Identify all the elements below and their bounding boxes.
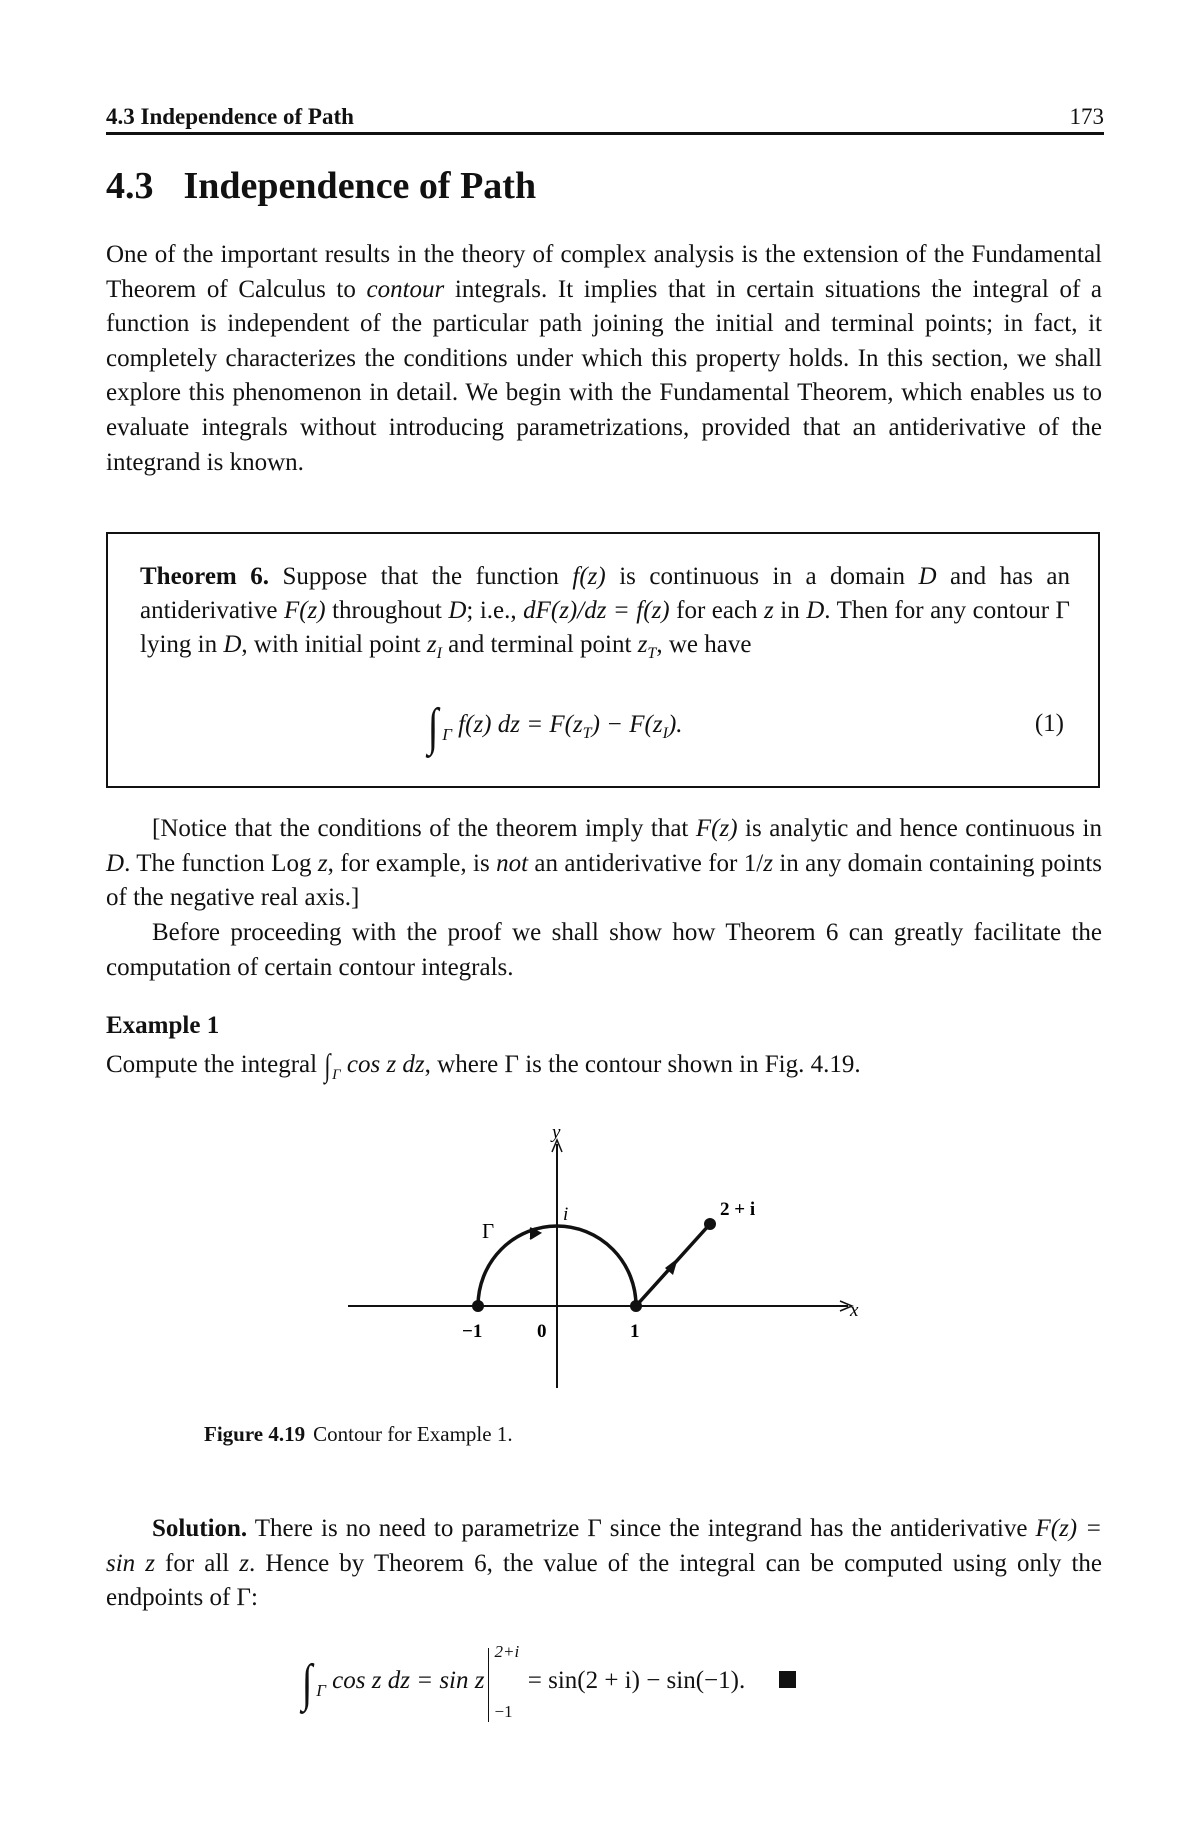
section-title-text: Independence of Path [183, 165, 537, 207]
theorem-text: . Then for any contour Γ lying in [140, 597, 1070, 658]
y-axis-label: y [552, 1122, 561, 1143]
theorem-text: for each [669, 597, 765, 624]
math-zT: z [637, 631, 648, 658]
math-z: z [763, 849, 773, 877]
equation-sub-T: T [582, 725, 592, 742]
point-2-plus-i [704, 1218, 716, 1230]
integral-subscript: Γ [332, 1067, 341, 1083]
math-z: z [239, 1549, 250, 1577]
math-z: z [317, 849, 328, 877]
math-fz: f(z) [572, 563, 606, 590]
math-Fz: F(z) [283, 597, 326, 624]
intro-text-2: integrals. It implies that in certain situations the integral of a function is independent of the particular path joining the initial and terminal points; in fact, it completely characterizes the conditions under which this property holds. In this section, we shall explore this phenomenon in detail. We begin with the Fundamental Theorem, which enables us to evaluate integrals without introducing parametrizations, provided that an antiderivative of the integrand is known. [106, 275, 1103, 476]
theorem-box [106, 532, 1100, 788]
integral-subscript: Γ [442, 725, 452, 744]
equation-part: ) − F(z [591, 711, 663, 738]
solution-text: . Hence by Theorem 6, the value of the integral can be computed using only the endpoints of Γ: [106, 1549, 1102, 1612]
integral-subscript: Γ [316, 1681, 326, 1700]
example-heading: Example 1 [106, 1012, 220, 1039]
tick-label-0: 0 [537, 1321, 547, 1342]
equation-part: ). [667, 711, 683, 738]
math-D: D [223, 631, 242, 658]
math-D: D [106, 849, 125, 877]
caption-text: Contour for Example 1. [313, 1422, 513, 1446]
theorem-text: , with initial point [241, 631, 427, 658]
intro-paragraph [106, 238, 1102, 480]
math-z: z [764, 597, 774, 624]
math-D: D [918, 563, 937, 590]
intro-emphasis: contour [366, 275, 445, 303]
intro-text-1: One of the important results in the theory of complex analysis is the extension of the Fundamental Theorem of Calculus to [106, 241, 1102, 303]
theorem-equation [426, 698, 683, 757]
equation-sub-I: I [662, 725, 668, 742]
evaluation-bar [488, 1642, 521, 1722]
section-number: 4.3 [106, 165, 154, 207]
theorem-text: ; i.e., [466, 597, 524, 624]
lower-limit: −1 [494, 1702, 513, 1721]
solution-text: for all [154, 1549, 240, 1577]
notice-text: an antiderivative for 1/ [528, 849, 764, 877]
tick-label-1: 1 [630, 1321, 640, 1342]
theorem-label: Theorem 6. [140, 563, 269, 590]
example-statement [106, 1048, 1102, 1093]
math-sub-T: T [647, 645, 657, 662]
integral-sign: ∫ [301, 1655, 313, 1712]
notice-text: is analytic and hence continuous in [737, 815, 1102, 842]
point-label: 2 + i [720, 1199, 756, 1220]
caption-label: Figure 4.19 [204, 1422, 306, 1446]
notice-text: in any domain containing points of the negative real axis.] [106, 849, 1103, 912]
example-text: , where Γ is the contour shown in Fig. 4.19. [424, 1051, 861, 1078]
equation-rhs: = sin(2 + i) − sin(−1). [521, 1667, 746, 1694]
notice-emphasis: not [496, 849, 529, 877]
page-number: 173 [1069, 104, 1104, 129]
theorem-text: is continuous in a domain [605, 563, 919, 590]
before-paragraph: Before proceeding with the proof we shall show how Theorem 6 can greatly facilitate the computation of certain contour integrals. [106, 919, 1102, 981]
theorem-text: throughout [325, 597, 449, 624]
running-head-section: 4.3 Independence of Path [106, 104, 354, 129]
figure-caption [204, 1422, 513, 1447]
tick-label-neg1: −1 [462, 1321, 483, 1342]
math-antiderivative: F(z) = sin z [106, 1515, 1102, 1577]
notice-paragraph [106, 812, 1102, 916]
solution-label: Solution. [152, 1515, 248, 1542]
notice-text: , for example, is [327, 849, 497, 877]
integral-sign: ∫ [427, 699, 439, 756]
solution-text: There is no need to parametrize Γ since the integrand has the antiderivative [247, 1515, 1036, 1542]
theorem-text: and has an antiderivative [140, 563, 1070, 624]
running-head [106, 104, 1104, 135]
point-1 [630, 1300, 642, 1312]
math-sub-I: I [436, 645, 442, 662]
theorem-text: Suppose that the function [268, 563, 573, 590]
math-D: D [806, 597, 825, 624]
integral-sign: ∫ [324, 1047, 331, 1083]
notice-text: . The function Log [124, 849, 318, 877]
solution-paragraph [106, 1512, 1102, 1616]
solution-equation [300, 1642, 796, 1722]
example-integrand: cos z dz [346, 1051, 425, 1078]
equation-part: f(z) dz = F(z [458, 711, 583, 738]
gamma-label: Γ [482, 1219, 495, 1243]
math-Fz: F(z) [695, 815, 738, 842]
equation-number: (1) [1034, 710, 1064, 737]
theorem-text: , we have [656, 631, 752, 658]
theorem-text: and terminal point [441, 631, 638, 658]
math-D: D [448, 597, 467, 624]
upper-limit: 2+i [494, 1642, 520, 1661]
point-neg1 [472, 1300, 484, 1312]
theorem-statement [140, 560, 1070, 671]
i-label: i [563, 1204, 569, 1225]
qed-symbol [779, 1671, 796, 1688]
example-text: Compute the integral [106, 1051, 324, 1078]
equation-lhs: cos z dz = sin z [332, 1667, 485, 1694]
math-zI: z [426, 631, 437, 658]
math-derivative: dF(z)/dz = f(z) [523, 597, 670, 624]
notice-text: [Notice that the conditions of the theorem imply that [152, 815, 696, 842]
x-axis-label: x [850, 1300, 859, 1321]
contour-figure [340, 1120, 870, 1390]
section-title [106, 164, 536, 208]
theorem-text: in [773, 597, 807, 624]
